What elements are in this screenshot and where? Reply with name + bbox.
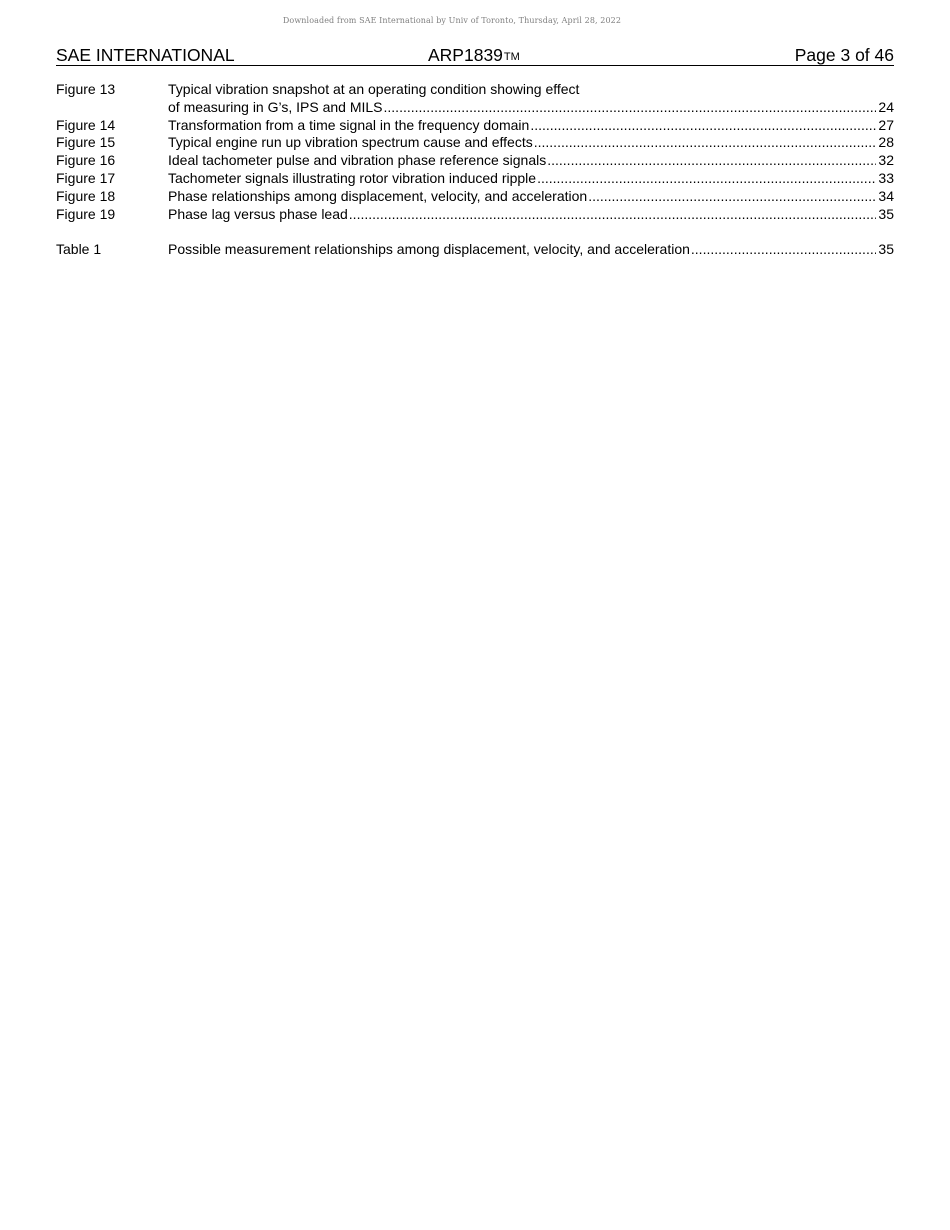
toc-entry-page: 32 xyxy=(878,152,894,169)
toc-entry-title: Tachometer signals illustrating rotor vibration induced ripple xyxy=(168,169,537,186)
toc-entry-figure-13[interactable] xyxy=(56,81,894,117)
toc-entry-title-line-1: Typical vibration snapshot at an operating condition showing effect xyxy=(168,81,580,97)
toc-entry-label: Figure 13 xyxy=(56,81,116,97)
toc-entry-page: 27 xyxy=(878,116,894,133)
toc-entry-body xyxy=(168,170,894,188)
toc-entry-title: Typical engine run up vibration spectrum cause and effects xyxy=(168,134,533,151)
dot-leader xyxy=(384,99,877,117)
toc-entry-page: 35 xyxy=(878,241,894,258)
toc-entry-title: Possible measurement relationships among displacement, velocity, and acceleration xyxy=(168,241,690,258)
toc-entry-body xyxy=(168,134,894,152)
toc-entry-row xyxy=(168,99,894,117)
toc-entry-label: Figure 16 xyxy=(56,152,116,169)
toc-entry-page: 34 xyxy=(878,187,894,204)
toc-entry-label: Figure 19 xyxy=(56,205,116,222)
toc-entry-title-line-2: of measuring in G’s, IPS and MILS xyxy=(168,98,383,115)
toc-entry-figure-14[interactable] xyxy=(56,117,894,135)
toc-entry-title: Phase relationships among displacement, velocity, and acceleration xyxy=(168,187,588,204)
toc-entry-figure-16[interactable] xyxy=(56,152,894,170)
toc-entry-body xyxy=(168,241,894,259)
organization-name: SAE INTERNATIONAL xyxy=(56,45,235,65)
toc-entry-page: 33 xyxy=(878,169,894,186)
toc-entry-table-1[interactable] xyxy=(56,241,894,259)
toc-entry-label: Figure 18 xyxy=(56,187,116,204)
toc-entry-page: 24 xyxy=(878,98,894,115)
download-watermark: Downloaded from SAE International by Univ of Toronto, Thursday, April 28, 2022 xyxy=(282,16,622,25)
page-header xyxy=(56,45,894,66)
dot-leader xyxy=(588,188,876,206)
toc-entry-title: Transformation from a time signal in the frequency domain xyxy=(168,116,530,133)
dot-leader xyxy=(534,134,877,152)
dot-leader xyxy=(691,241,877,259)
trademark-mark: TM xyxy=(503,51,520,63)
toc-entry-body xyxy=(168,188,894,206)
toc-entry-row xyxy=(168,134,894,152)
toc-entry-figure-19[interactable] xyxy=(56,206,894,224)
toc-entry-page: 35 xyxy=(878,205,894,222)
page-number: Page 3 of 46 xyxy=(794,45,894,65)
dot-leader xyxy=(530,117,876,135)
toc-entry-title: Phase lag versus phase lead xyxy=(168,205,348,222)
toc-entry-row xyxy=(168,170,894,188)
toc-entry-row xyxy=(168,188,894,206)
dot-leader xyxy=(537,170,876,188)
toc-entry-figure-15[interactable] xyxy=(56,134,894,152)
list-of-figures-and-tables xyxy=(56,81,894,259)
toc-entry-label: Figure 15 xyxy=(56,134,116,151)
document-number-text: ARP1839 xyxy=(428,45,503,65)
dot-leader xyxy=(349,206,877,224)
toc-entry-label: Table 1 xyxy=(56,241,102,258)
toc-entry-figure-18[interactable] xyxy=(56,188,894,206)
toc-entry-row xyxy=(168,206,894,224)
toc-entry-figure-17[interactable] xyxy=(56,170,894,188)
toc-entry-row xyxy=(168,241,894,259)
toc-entry-body xyxy=(168,152,894,170)
toc-entry-body xyxy=(168,206,894,224)
toc-entry-title: Ideal tachometer pulse and vibration phase reference signals xyxy=(168,152,547,169)
toc-entry-row xyxy=(168,117,894,135)
document-number xyxy=(428,45,520,67)
toc-entry-body xyxy=(168,81,894,117)
toc-entry-page: 28 xyxy=(878,134,894,151)
dot-leader xyxy=(547,152,876,170)
toc-entry-row xyxy=(168,152,894,170)
toc-entry-body xyxy=(168,117,894,135)
toc-entry-label: Figure 14 xyxy=(56,116,116,133)
toc-entry-label: Figure 17 xyxy=(56,169,116,186)
